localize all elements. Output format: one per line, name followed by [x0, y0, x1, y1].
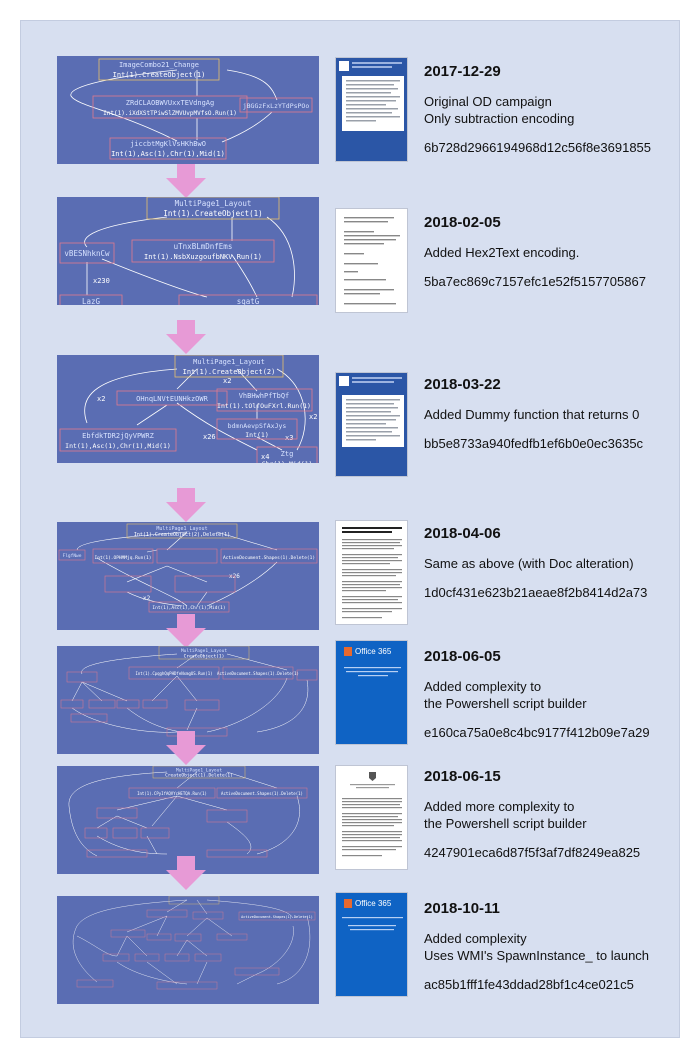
edge-label: x2: [97, 395, 106, 403]
document-thumbnail: [335, 892, 408, 997]
node-title: OHnqLNVtEUNHkzOWR: [136, 395, 208, 403]
edge-label: x2: [223, 377, 232, 385]
edge-label: x2: [309, 413, 318, 421]
timeline-entry-3: [424, 376, 674, 451]
graph-node-root: [147, 197, 279, 219]
node-title: bdmnAevpSfAxJys: [227, 422, 287, 430]
node-body: Int(1).CreateObject(1): [163, 209, 263, 218]
edge-label: x26: [229, 573, 240, 580]
down-arrow-icon: [166, 731, 206, 765]
graph-node-2: [240, 98, 312, 112]
graph-node-1: [239, 912, 315, 920]
entry-date: 2018-03-22: [424, 376, 501, 393]
graph-node-root: [99, 59, 219, 80]
graph-node-1: [59, 550, 85, 560]
graph-node-2: [217, 788, 307, 798]
entry-date: 2017-12-29: [424, 63, 501, 80]
node-title: ImageCombo21_Change: [118, 61, 200, 69]
entry-hash: ac85b1fff1fe43ddad28bf1c4ce021c5: [424, 977, 634, 992]
node-title: Ztg: [280, 450, 294, 458]
node-title: sqatG: [236, 297, 260, 306]
node-body: CreateObject(1): [183, 654, 225, 660]
graph-node-4: [149, 602, 229, 612]
document-thumbnail: [335, 640, 408, 745]
down-arrow-icon: [166, 856, 206, 890]
document-thumbnail: [335, 57, 408, 162]
graph-node-root: [159, 646, 249, 660]
edge-label: x26: [203, 433, 216, 441]
entry-description: Original OD campaign Only subtraction encoding: [424, 94, 575, 126]
entry-description: Added complexity to the Powershell script builder: [424, 679, 587, 711]
node-body: Int(1),Asc(1),Chr(1),Mid(1): [65, 442, 171, 450]
timeline-entry-6: [424, 768, 674, 860]
node-title: vBESNhknCw: [64, 249, 110, 258]
node-body: CreateObject(1).Delete(1): [165, 773, 233, 779]
entry-date: 2018-06-15: [424, 768, 501, 785]
node-body: ActiveDocument.Shapes(1).Delete(1): [241, 915, 313, 919]
entry-hash: 1d0cf431e623b21aeae8f2b8414d2a73: [424, 585, 648, 600]
graph-node-3: [60, 295, 122, 305]
document-thumbnail: [335, 765, 408, 870]
graph-node-2: [217, 667, 299, 679]
edge-label: x3: [285, 434, 294, 442]
node-title: FlgfNwe: [62, 554, 82, 559]
timeline-entry-1: [424, 63, 674, 155]
graph-node-root: [127, 524, 237, 538]
document-thumbnail: [335, 372, 408, 477]
node-body: ActiveDocument.Shapes(1).Delete(1): [217, 671, 299, 676]
entry-date: 2018-04-06: [424, 525, 501, 542]
graph-node-2: [217, 389, 312, 411]
thumbnail-brand: Office 365: [355, 646, 392, 656]
document-thumbnail: [335, 520, 408, 625]
node-body: ActiveDocument.Shapes(1).Delete(1): [221, 791, 303, 796]
down-arrow-icon: [166, 164, 206, 198]
node-title: MultiPage1_Layout: [193, 358, 265, 366]
timeline-entry-5: [424, 648, 674, 740]
node-body: Int(1).OPHMMjq.Run(1): [94, 556, 152, 561]
node-body: Int(1).CpqghQqPHDfeNxmgUS.Run(1): [135, 671, 213, 676]
node-body: Int(1).iXdXStTPiwSlZMVUvpMVfsO.Run(1): [103, 110, 237, 117]
edge-label: x4: [261, 453, 270, 461]
node-title: uTnxBLmDnfEms: [173, 242, 233, 251]
node-body: Int(1): [245, 431, 269, 439]
node-body: Int(1).NsbXuzgoufbNKV.Run(1): [143, 253, 263, 261]
node-title: MultiPage1_Layout: [175, 768, 223, 774]
entry-description: Added Dummy function that returns 0: [424, 407, 640, 422]
node-body: ActiveDocument.Shapes(1).Delete(1): [222, 556, 316, 561]
node-title: LazG: [81, 297, 101, 306]
timeline-entry-4: [424, 525, 674, 600]
document-thumbnail: [335, 208, 408, 313]
edge-label: x2: [143, 595, 151, 602]
call-graph-1: [57, 56, 319, 164]
node-body: [262, 460, 313, 463]
graph-node-2: [93, 549, 153, 563]
down-arrow-icon: [166, 488, 206, 522]
emblem-icon: [369, 772, 376, 781]
graph-node-3: [221, 549, 317, 563]
node-title: jiccbtMgKlVsHKhBwO: [130, 140, 206, 148]
entry-description: Added more complexity to the Powershell script builder: [424, 799, 587, 831]
edge-label: x230: [93, 277, 110, 285]
node-title: MultiPage1_Layout: [174, 199, 252, 208]
entry-hash: 4247901eca6d87f5f3af7df8249ea825: [424, 845, 641, 860]
call-graph-3: [57, 355, 319, 463]
node-title: EbfdkTDR2jQyVPWRZ: [82, 432, 154, 440]
entry-date: 2018-06-05: [424, 648, 501, 665]
call-graph-7: [57, 896, 319, 1004]
entry-hash: 5ba7ec869c7157efc1e52f5157705867: [424, 274, 646, 289]
entry-description: Added complexity Uses WMI's SpawnInstance_ to launch: [424, 931, 650, 963]
thumbnail-brand: Office 365: [355, 898, 392, 908]
graph-node-1: [117, 391, 227, 405]
down-arrow-icon: [166, 614, 206, 648]
node-body: Int(1).CreateObject(2): [182, 368, 276, 376]
graph-node-3: [110, 138, 226, 159]
node-body: Int(1).CreateObject(1): [112, 71, 206, 79]
timeline-entry-2: [424, 214, 674, 289]
entry-description: Added Hex2Text encoding.: [424, 245, 580, 260]
graph-node-1: [60, 243, 114, 263]
node-body: Int(1).CreateObject(2),Delete(1): [133, 532, 231, 538]
node-title: MultiPage1_Layout: [180, 649, 228, 654]
node-body: Int(1).tOlfOuFXrl.Run(1): [217, 402, 311, 410]
entry-hash: e160ca75a0e8c4bc9177f412b09e7a29: [424, 725, 650, 740]
entry-date: 2018-10-11: [424, 900, 500, 917]
graph-node-2: [132, 240, 274, 262]
node-title: MultiPage1_Layout: [156, 526, 208, 532]
node-title: ZRdCLAOBWVUxxTEVdngAg: [125, 99, 215, 107]
graph-node-1: [129, 788, 215, 798]
graph-node-1: [129, 667, 219, 679]
node-body: Int(1),Asc(1),Chr(1),Mid(1): [111, 150, 225, 158]
call-graph-2: [57, 197, 319, 305]
graph-node-1: [93, 96, 247, 118]
graph-node-3: [60, 429, 176, 451]
graph-node-root: [175, 355, 283, 377]
entry-hash: 6b728d2966194968d12c56f8e3691855: [424, 140, 652, 155]
node-body: Int(1),Asc(1),Chr(1),Mid(1): [152, 606, 226, 611]
entry-description: Same as above (with Doc alteration): [424, 556, 634, 571]
entry-hash: bb5e8733a940fedfb1ef6b0e0ec3635c: [424, 436, 644, 451]
node-title: jBGGzFxLzYTdPsPOo: [242, 102, 310, 110]
node-body: Int(1).CPyIfAQVYcHETQA.Run(1): [137, 791, 207, 796]
entry-date: 2018-02-05: [424, 214, 501, 231]
graph-node-4: [179, 295, 317, 305]
down-arrow-icon: [166, 320, 206, 354]
node-title: VhBHwhPfTbQf: [238, 392, 290, 400]
timeline-entry-7: [424, 900, 674, 992]
